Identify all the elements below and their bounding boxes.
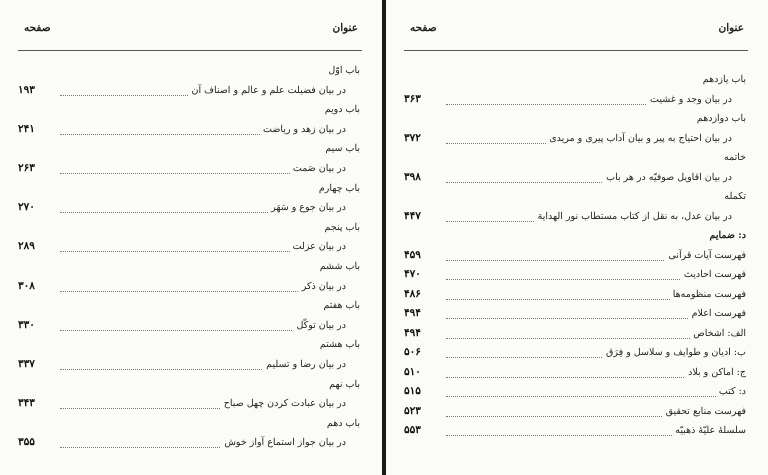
entry-page-number: ۳۳۰ (18, 318, 35, 331)
entry-title: فهرست آیات قرآنی (665, 250, 746, 261)
toc-entry (404, 170, 746, 190)
entry-title: فهرست منظومه‌ها (670, 289, 746, 300)
toc-entry (18, 200, 360, 220)
chapter-title: باب دویم (324, 104, 360, 116)
toc-entry (18, 357, 360, 377)
header-title: عنوان (718, 22, 744, 34)
left-page (0, 0, 382, 475)
entry-page-number: ۳۵۵ (18, 436, 35, 449)
entry-page-number: ۳۳۷ (18, 357, 35, 370)
entry-title: فهرست اعلام (689, 308, 746, 319)
toc-entry (404, 326, 746, 346)
toc-chapter-heading (18, 377, 360, 397)
chapter-title: باب نهم (329, 378, 360, 390)
entry-title: در بیان جوع و سَهَر (268, 202, 346, 213)
entry-page-number: ۲۴۱ (18, 122, 35, 135)
toc-entry (404, 287, 746, 307)
toc-chapter-heading (404, 228, 746, 248)
toc-entry (404, 209, 746, 229)
entry-title: فهرست احادیث (681, 269, 746, 280)
toc-entry (404, 404, 746, 424)
chapter-title: باب دوازدهم (696, 113, 746, 124)
entry-page-number: ۱۹۳ (18, 83, 35, 96)
entry-title: سلسلهٔ علیّهٔ ذهبیّه (672, 425, 746, 436)
entry-page-number: ۳۰۸ (18, 279, 35, 292)
toc-chapter-heading (18, 220, 360, 240)
entry-title: الف: اشخاص (690, 328, 746, 339)
right-toc-list (404, 72, 746, 443)
dot-leader (446, 396, 744, 397)
entry-page-number: ۵۱۵ (404, 385, 421, 397)
chapter-title: باب هشتم (319, 339, 360, 351)
chapter-title: باب ششم (319, 260, 360, 272)
entry-title: ب: ادیان و طوایف و سلاسل و فِرَق (603, 347, 746, 358)
toc-entry (404, 365, 746, 385)
toc-entry (18, 396, 360, 416)
chapter-title: د: ضمایم (709, 230, 746, 241)
toc-chapter-heading (404, 111, 746, 131)
entry-page-number: ۳۶۳ (404, 92, 421, 105)
toc-entry (404, 384, 746, 404)
entry-page-number: ۵۰۶ (404, 346, 421, 358)
entry-page-number: ۴۴۷ (404, 209, 421, 222)
header-page-label: صفحه (24, 22, 51, 34)
header-rule (404, 50, 748, 51)
entry-title: در بیان عدل، به نقل از کتاب مستطاب نور الهدایة (535, 211, 732, 222)
entry-page-number: ۴۷۰ (404, 268, 421, 280)
toc-chapter-heading (18, 416, 360, 436)
toc-entry (404, 345, 746, 365)
entry-title: در بیان احتیاج به پیر و بیان آداب پیری و مریدی (546, 133, 732, 144)
entry-page-number: ۳۴۳ (18, 397, 35, 410)
right-page (386, 0, 768, 475)
toc-entry (404, 131, 746, 151)
entry-page-number: ۴۸۶ (404, 287, 421, 300)
toc-entry (18, 279, 360, 299)
left-page-header (24, 22, 358, 40)
entry-page-number: ۳۹۸ (404, 170, 421, 183)
toc-chapter-heading (404, 189, 746, 209)
entry-title: در بیان توکّل (293, 320, 346, 331)
left-toc-list (18, 63, 360, 455)
toc-entry (404, 248, 746, 268)
right-page-header (410, 22, 744, 40)
entry-title: فهرست منابع تحقیق (663, 406, 746, 417)
toc-entry (404, 423, 746, 443)
header-page-label: صفحه (410, 22, 437, 34)
chapter-title: باب اوّل (328, 65, 360, 76)
entry-title: در بیان رضا و تسلیم (263, 359, 346, 370)
entry-title: در بیان جواز استماع آواز خوش (221, 437, 346, 448)
chapter-title: باب هفتم (323, 300, 360, 312)
toc-entry (18, 435, 360, 455)
toc-chapter-heading (18, 298, 360, 318)
chapter-title: خاتمه (724, 152, 746, 163)
entry-title: در بیان عزلت (290, 241, 346, 252)
toc-entry (404, 306, 746, 326)
entry-title: در بیان عبادت کردن چهل صباح (221, 398, 346, 409)
entry-page-number: ۴۵۹ (404, 248, 421, 261)
entry-title: در بیان وجد و غشیت (647, 94, 732, 105)
toc-entry (18, 122, 360, 142)
toc-chapter-heading (18, 63, 360, 83)
toc-chapter-heading (18, 141, 360, 161)
toc-chapter-heading (18, 337, 360, 357)
entry-title: در بیان فضیلت علم و عالم و اصناف آن (188, 85, 346, 96)
chapter-title: باب یازدهم (702, 74, 746, 85)
entry-title: د: کتب (716, 386, 746, 397)
entry-page-number: ۵۱۰ (404, 365, 421, 378)
toc-chapter-heading (18, 181, 360, 201)
entry-page-number: ۴۹۴ (404, 326, 421, 339)
chapter-title: باب چهارم (318, 182, 360, 194)
entry-page-number: ۵۲۳ (404, 404, 421, 417)
toc-entry (18, 83, 360, 103)
chapter-title: باب دهم (326, 417, 360, 429)
header-title: عنوان (332, 22, 358, 34)
toc-chapter-heading (18, 102, 360, 122)
header-rule (18, 50, 362, 51)
chapter-title: باب پنجم (324, 221, 360, 233)
toc-chapter-heading (404, 72, 746, 92)
chapter-title: باب سیم (325, 143, 360, 155)
toc-entry (18, 161, 360, 181)
toc-chapter-heading (18, 259, 360, 279)
entry-page-number: ۵۵۳ (404, 424, 421, 436)
entry-page-number: ۲۶۳ (18, 161, 35, 174)
toc-entry (18, 239, 360, 259)
toc-entry (404, 267, 746, 287)
entry-title: ج: اماکن و بلاد (685, 367, 746, 378)
entry-title: در بیان صَمت (290, 163, 346, 174)
entry-title: در بیان ذکر (299, 281, 346, 292)
entry-title: در بیان زهد و ریاضت (260, 124, 346, 135)
entry-page-number: ۴۹۴ (404, 307, 421, 319)
entry-page-number: ۳۷۲ (404, 131, 421, 144)
chapter-title: تکمله (724, 191, 746, 202)
toc-chapter-heading (404, 150, 746, 170)
toc-entry (18, 318, 360, 338)
entry-page-number: ۲۸۹ (18, 240, 35, 253)
toc-entry (404, 92, 746, 112)
entry-title: در بیان اقاویل صوفیّه در هر باب (603, 172, 732, 183)
entry-page-number: ۲۷۰ (18, 201, 35, 214)
